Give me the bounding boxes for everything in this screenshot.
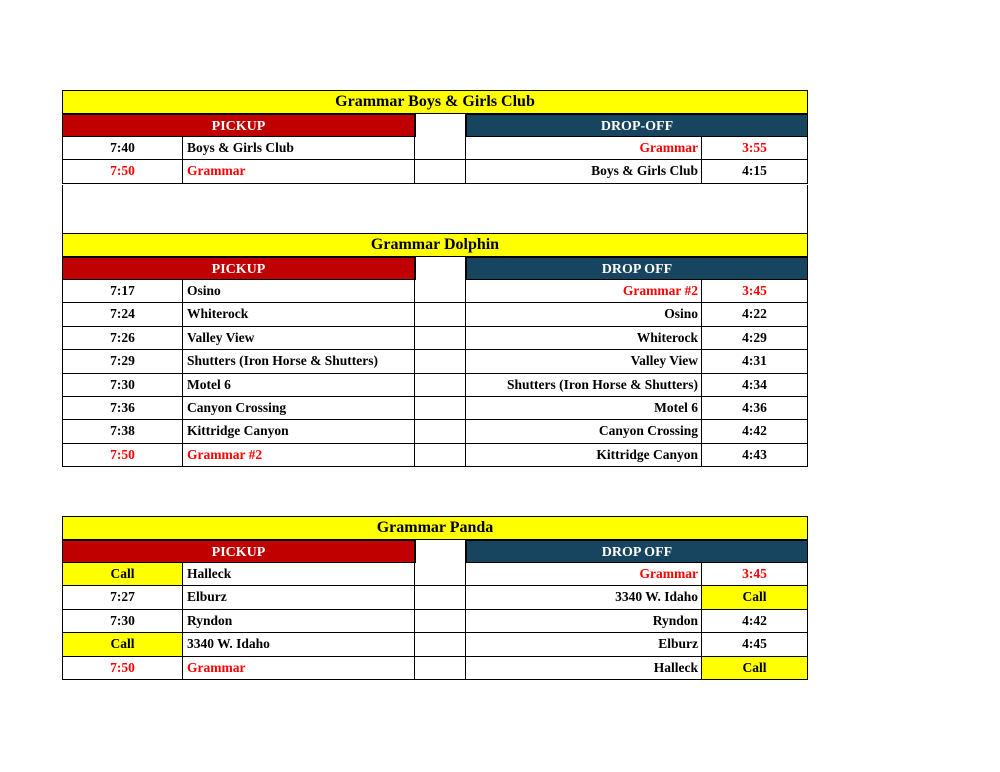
dropoff-stop: Ryndon [466, 610, 702, 633]
table-row [62, 586, 808, 609]
pickup-time: 7:30 [62, 610, 183, 633]
schedule-panda [62, 516, 808, 680]
gap-cell [415, 280, 466, 303]
table-row [62, 303, 808, 326]
pickup-time: 7:27 [62, 586, 183, 609]
dropoff-header: DROP OFF [466, 540, 808, 563]
pickup-stop: 3340 W. Idaho [183, 633, 415, 656]
pickup-stop: Boys & Girls Club [183, 137, 415, 160]
pickup-time: 7:29 [62, 350, 183, 373]
dropoff-stop: Boys & Girls Club [466, 160, 702, 183]
table-row [62, 610, 808, 633]
dropoff-time: 4:31 [702, 350, 808, 373]
gap-cell [415, 420, 466, 443]
dropoff-time: 3:45 [702, 563, 808, 586]
gap-cell [415, 397, 466, 420]
dropoff-stop: Halleck [466, 657, 702, 680]
dropoff-stop: Whiterock [466, 327, 702, 350]
table-row [62, 374, 808, 397]
dropoff-stop: Grammar [466, 563, 702, 586]
dropoff-time: 4:15 [702, 160, 808, 183]
pickup-time: Call [62, 633, 183, 656]
header-gap [415, 540, 466, 563]
pickup-stop: Grammar #2 [183, 444, 415, 467]
table-row [62, 160, 808, 183]
dropoff-stop: Shutters (Iron Horse & Shutters) [466, 374, 702, 397]
pickup-stop: Kittridge Canyon [183, 420, 415, 443]
table-row [62, 657, 808, 680]
dropoff-time: 4:34 [702, 374, 808, 397]
pickup-time: 7:36 [62, 397, 183, 420]
pickup-time: 7:50 [62, 657, 183, 680]
schedule-title: Grammar Boys & Girls Club [62, 90, 808, 114]
schedule-header [62, 114, 808, 137]
table-row [62, 137, 808, 160]
table-row [62, 280, 808, 303]
schedule-header [62, 257, 808, 280]
dropoff-time: 4:42 [702, 610, 808, 633]
pickup-time: 7:30 [62, 374, 183, 397]
pickup-stop: Elburz [183, 586, 415, 609]
pickup-time: 7:50 [62, 160, 183, 183]
dropoff-time: Call [702, 586, 808, 609]
pickup-stop: Ryndon [183, 610, 415, 633]
table-row [62, 327, 808, 350]
schedule-header [62, 540, 808, 563]
dropoff-time: 4:22 [702, 303, 808, 326]
table-row [62, 350, 808, 373]
dropoff-stop: Valley View [466, 350, 702, 373]
dropoff-stop: 3340 W. Idaho [466, 586, 702, 609]
gap-cell [415, 657, 466, 680]
pickup-stop: Motel 6 [183, 374, 415, 397]
pickup-stop: Whiterock [183, 303, 415, 326]
table-row [62, 633, 808, 656]
schedule-title: Grammar Panda [62, 516, 808, 540]
schedule-title: Grammar Dolphin [62, 233, 808, 257]
dropoff-stop: Kittridge Canyon [466, 444, 702, 467]
gap-cell [415, 444, 466, 467]
pickup-stop: Shutters (Iron Horse & Shutters) [183, 350, 415, 373]
gap-cell [415, 327, 466, 350]
pickup-header: PICKUP [62, 257, 415, 280]
pickup-stop: Halleck [183, 563, 415, 586]
table-row [62, 420, 808, 443]
dropoff-time: 3:45 [702, 280, 808, 303]
pickup-time: Call [62, 563, 183, 586]
dropoff-stop: Grammar [466, 137, 702, 160]
dropoff-time: 3:55 [702, 137, 808, 160]
dropoff-stop: Osino [466, 303, 702, 326]
header-gap [415, 114, 466, 137]
pickup-header: PICKUP [62, 114, 415, 137]
pickup-time: 7:24 [62, 303, 183, 326]
dropoff-stop: Canyon Crossing [466, 420, 702, 443]
gap-cell [415, 303, 466, 326]
pickup-time: 7:17 [62, 280, 183, 303]
gap-cell [415, 160, 466, 183]
gap-cell [415, 374, 466, 397]
dropoff-header: DROP-OFF [466, 114, 808, 137]
gap-cell [415, 563, 466, 586]
header-gap [415, 257, 466, 280]
dropoff-stop: Grammar #2 [466, 280, 702, 303]
dropoff-stop: Motel 6 [466, 397, 702, 420]
gap-cell [415, 610, 466, 633]
gap-cell [415, 586, 466, 609]
schedule-dolphin [62, 233, 808, 467]
pickup-stop: Canyon Crossing [183, 397, 415, 420]
pickup-time: 7:40 [62, 137, 183, 160]
pickup-time: 7:38 [62, 420, 183, 443]
pickup-time: 7:50 [62, 444, 183, 467]
table-row [62, 397, 808, 420]
pickup-header: PICKUP [62, 540, 415, 563]
dropoff-stop: Elburz [466, 633, 702, 656]
dropoff-time: Call [702, 657, 808, 680]
table-row [62, 563, 808, 586]
gap-cell [415, 633, 466, 656]
dropoff-time: 4:43 [702, 444, 808, 467]
section-spacer [62, 185, 808, 233]
schedule-boys-girls-club [62, 90, 808, 184]
pickup-stop: Grammar [183, 160, 415, 183]
pickup-stop: Osino [183, 280, 415, 303]
pickup-time: 7:26 [62, 327, 183, 350]
gap-cell [415, 350, 466, 373]
dropoff-time: 4:36 [702, 397, 808, 420]
pickup-stop: Valley View [183, 327, 415, 350]
gap-cell [415, 137, 466, 160]
dropoff-time: 4:42 [702, 420, 808, 443]
dropoff-header: DROP OFF [466, 257, 808, 280]
dropoff-time: 4:29 [702, 327, 808, 350]
dropoff-time: 4:45 [702, 633, 808, 656]
table-row [62, 444, 808, 467]
pickup-stop: Grammar [183, 657, 415, 680]
